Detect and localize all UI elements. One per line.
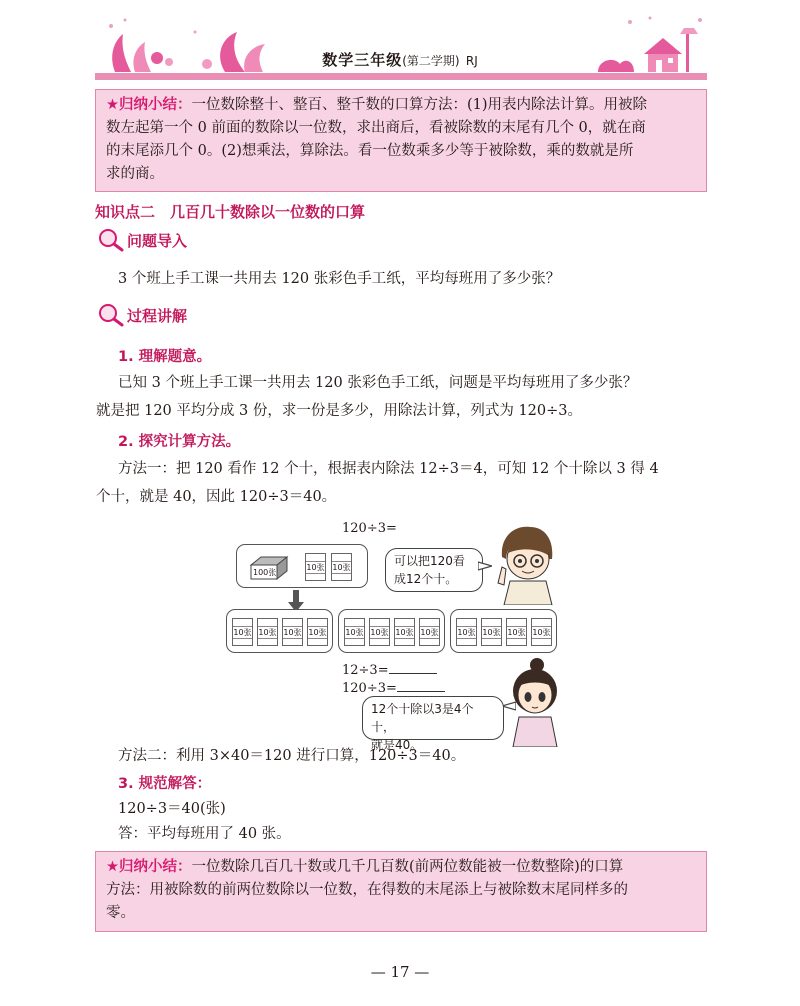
process-heading-label: 过程讲解 xyxy=(127,306,188,325)
equation-1: 12÷3= xyxy=(342,661,437,678)
summary-line: 的末尾添几个 0。(2)想乘法，算除法。看一位数乘多少等于被除数，乘的数就是所 xyxy=(106,143,634,159)
ten-pack: 10张 xyxy=(331,553,352,581)
bubble-tail-icon xyxy=(502,700,516,712)
summary-line: ★归纳小结：一位数除几百几十数或几千几百数(前两位数能被一位数整除)的口算 xyxy=(106,859,624,875)
summary-box-2 xyxy=(95,851,707,932)
group-box-1 xyxy=(226,609,333,653)
book-semester: (第二学期) xyxy=(402,54,460,68)
ten-pack: 10张 xyxy=(531,618,552,646)
knowledge-point-title: 知识点二 几百几十数除以一位数的口算 xyxy=(95,203,366,221)
answer-blank xyxy=(389,661,437,674)
speech-bubble-boy: 可以把120看 成12个十。 xyxy=(385,548,483,592)
summary-line: 方法：用被除数的前两位数除以一位数，在得数的末尾添上与被除数末尾同样多的 xyxy=(106,882,628,898)
step1-line: 就是把 120 平均分成 3 份，求一份是多少，用除法计算，列式为 120÷3。 xyxy=(96,403,582,419)
page-header-title xyxy=(0,49,800,70)
ten-pack: 10张 xyxy=(369,618,390,646)
ten-pack: 10张 xyxy=(394,618,415,646)
ten-pack: 10张 xyxy=(481,618,502,646)
ten-pack: 10张 xyxy=(344,618,365,646)
intro-heading-label: 问题导入 xyxy=(127,231,188,250)
intro-problem: 3 个班上手工课一共用去 120 张彩色手工纸，平均每班用了多少张？ xyxy=(118,271,561,287)
summary-line: 零。 xyxy=(106,905,135,921)
ten-pack: 10张 xyxy=(257,618,278,646)
process-heading xyxy=(96,303,187,327)
method2-line: 方法二：利用 3×40＝120 进行口算，120÷3＝40。 xyxy=(118,748,466,764)
answer-equation: 120÷3＝40(张) xyxy=(118,801,226,817)
ten-pack: 10张 xyxy=(305,553,326,581)
paper-bundle-box xyxy=(236,544,368,588)
answer-text: 答：平均每班用了 40 张。 xyxy=(118,826,291,842)
ten-pack: 10张 xyxy=(232,618,253,646)
hundred-pack xyxy=(249,553,283,579)
hundred-pack-label: 100张 xyxy=(253,568,277,577)
ten-pack: 10张 xyxy=(506,618,527,646)
header-band xyxy=(95,73,707,80)
method1-line: 方法一：把 120 看作 12 个十，根据表内除法 12÷3＝4，可知 12 个十除以 3 得 4 xyxy=(118,461,659,477)
ten-pack: 10张 xyxy=(307,618,328,646)
magnifier-icon xyxy=(96,303,124,327)
ten-pack: 10张 xyxy=(282,618,303,646)
book-edition: RJ xyxy=(465,54,478,68)
illustration-equation-top: 120÷3= xyxy=(342,521,397,536)
book-title: 数学三年级 xyxy=(322,51,403,69)
summary-label: ★归纳小结： xyxy=(106,97,192,113)
intro-heading xyxy=(96,228,187,252)
group-box-2 xyxy=(338,609,445,653)
step3-title: 3. 规范解答： xyxy=(118,776,212,792)
ten-pack: 10张 xyxy=(419,618,440,646)
group-box-3 xyxy=(450,609,557,653)
method1-line: 个十，就是 40，因此 120÷3＝40。 xyxy=(96,489,337,505)
summary-line: 求的商。 xyxy=(106,166,164,182)
ten-pack: 10张 xyxy=(456,618,477,646)
summary-box-1 xyxy=(95,89,707,192)
speech-bubble-girl: 12个十除以3是4个十， 就是40。 xyxy=(362,696,504,740)
step1-line: 已知 3 个班上手工课一共用去 120 张彩色手工纸，问题是平均每班用了多少张？ xyxy=(118,375,638,391)
equation-2: 120÷3= xyxy=(342,679,445,696)
step1-title: 1. 理解题意。 xyxy=(118,349,212,365)
summary-line: 数左起第一个 0 前面的数除以一位数，求出商后，看被除数的末尾有几个 0，就在商 xyxy=(106,120,646,136)
summary-line: ★归纳小结：一位数除整十、整百、整千数的口算方法：(1)用表内除法计算。用被除 xyxy=(106,97,648,113)
bubble-tail-icon xyxy=(478,560,492,572)
answer-blank xyxy=(397,679,445,692)
magnifier-icon xyxy=(96,228,124,252)
page-number: — 17 — xyxy=(370,963,430,981)
summary-label: ★归纳小结： xyxy=(106,859,192,875)
step2-title: 2. 探究计算方法。 xyxy=(118,434,241,450)
boy-character-icon xyxy=(492,523,560,605)
